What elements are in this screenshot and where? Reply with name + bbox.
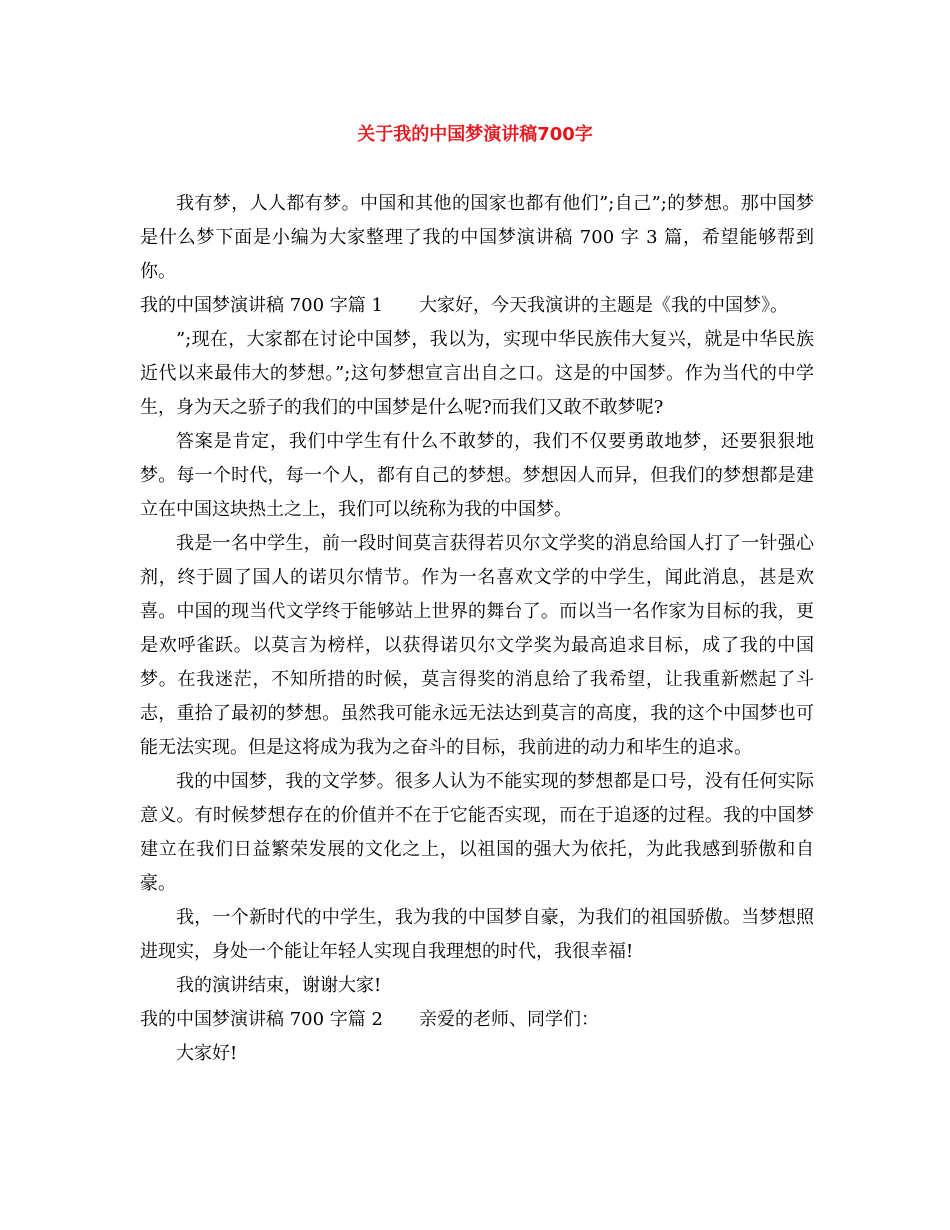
section-1-heading-line	[140, 289, 814, 323]
paragraph: ”;现在，大家都在讨论中国梦，我以为，实现中华民族伟大复兴，就是中华民族近代以来最伟大的梦想。”;这句梦想宣言出自之口。这是的中国梦。作为当代的中学生，身为天之骄子的我们的中国梦是什么呢?而我们又敢不敢梦呢?	[140, 329, 814, 418]
paragraph: 大家好!	[176, 1043, 238, 1064]
paragraph: 我的演讲结束，谢谢大家!	[176, 975, 382, 996]
section-1-heading: 我的中国梦演讲稿 700 字篇 1	[140, 295, 383, 316]
paragraph: 我是一名中学生，前一段时间莫言获得若贝尔文学奖的消息给国人打了一针强心剂，终于圆了国人的诺贝尔情节。作为一名喜欢文学的中学生，闻此消息，甚是欢喜。中国的现当代文学终于能够站上世界的舞台了。而以当一名作家为目标的我，更是欢呼雀跃。以莫言为榜样，以获得诺贝尔文学奖为最高追求目标，成了我的中国梦。在我迷茫，不知所措的时候，莫言得奖的消息给了我希望，让我重新燃起了斗志，重拾了最初的梦想。虽然我可能永远无法达到莫言的高度，我的这个中国梦也可能无法实现。但是这将成为我为之奋斗的目标，我前进的动力和毕生的追求。	[140, 533, 814, 758]
paragraph: 我，一个新时代的中学生，我为我的中国梦自豪，为我们的祖国骄傲。当梦想照进现实，身处一个能让年轻人实现自我理想的时代，我很幸福!	[140, 907, 814, 962]
section-2-heading: 我的中国梦演讲稿 700 字篇 2	[140, 1009, 383, 1030]
paragraph: 我的中国梦，我的文学梦。很多人认为不能实现的梦想都是口号，没有任何实际意义。有时候梦想存在的价值并不在于它能否实现，而在于追逐的过程。我的中国梦建立在我们日益繁荣发展的文化之上，以祖国的强大为依托，为此我感到骄傲和自豪。	[140, 771, 814, 894]
section-1-greeting: 大家好，今天我演讲的主题是《我的中国梦》。	[418, 295, 788, 316]
paragraph: 答案是肯定，我们中学生有什么不敢梦的，我们不仅要勇敢地梦，还要狠狠地梦。每一个时代，每一个人，都有自己的梦想。梦想因人而异，但我们的梦想都是建立在中国这块热土之上，我们可以统称为我的中国梦。	[140, 431, 814, 520]
document-title: 关于我的中国梦演讲稿700字	[357, 124, 593, 145]
section-2-greeting: 亲爱的老师、同学们：	[418, 1009, 599, 1030]
intro-paragraph: 我有梦，人人都有梦。中国和其他的国家也都有他们”;自己”;的梦想。那中国梦是什么梦下面是小编为大家整理了我的中国梦演讲稿 700 字 3 篇，希望能够帮到你。	[140, 193, 814, 282]
section-2-heading-line	[140, 1003, 814, 1037]
document-body	[140, 187, 814, 1071]
